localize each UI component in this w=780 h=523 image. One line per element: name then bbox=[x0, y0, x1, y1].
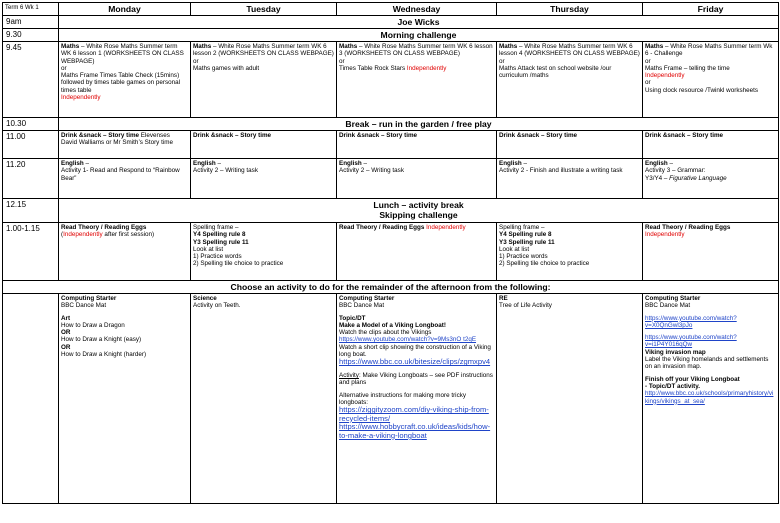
english-wednesday bbox=[337, 159, 497, 199]
afternoon-mon-l1[interactable]: How to Draw a Dragon bbox=[61, 321, 125, 329]
spelling-tue-p1: 1) Practice words bbox=[193, 253, 242, 261]
spelling-thu-look: Look at list bbox=[499, 245, 530, 253]
time-930: 9.30 bbox=[3, 29, 59, 42]
afternoon-tuesday bbox=[191, 294, 337, 504]
afternoon-fri-finish: Finish off your Viking Longboat bbox=[645, 375, 740, 383]
snack-mon-elevenses: Elevenses bbox=[139, 132, 170, 139]
spelling-tue-look: Look at list bbox=[193, 245, 224, 253]
afternoon-wed-make: Make a Model of a Viking Longboat! bbox=[339, 321, 446, 329]
maths-fri-title: Maths bbox=[645, 43, 664, 50]
time-1100: 11.00 bbox=[3, 131, 59, 159]
snack-tuesday bbox=[191, 131, 337, 159]
afternoon-wed-watch2: Watch a short clip showing the construction of a Viking long boat. bbox=[339, 343, 491, 359]
english-mon-title: English bbox=[61, 160, 84, 167]
english-tue-text: Activity 2 – Writing task bbox=[193, 167, 258, 175]
reading-friday bbox=[643, 223, 779, 281]
reading-wed-independently: Independently bbox=[424, 224, 466, 231]
spelling-tuesday bbox=[191, 223, 337, 281]
afternoon-wed-activity-text: : Make Viking Longboats – see PDF instructions and plans bbox=[339, 371, 493, 387]
afternoon-wed-sub: BBC Dance Mat bbox=[339, 302, 385, 310]
reading-wed-title: Read Theory / Reading Eggs bbox=[339, 224, 425, 231]
spelling-tue-p2: 2) Spelling tile choice to practice bbox=[193, 260, 284, 268]
maths-wed-text: – White Rose Maths Summer term WK 6 lesson 3 (WORKSHEETS ON CLASS WEBPAGE) bbox=[339, 43, 493, 58]
afternoon-fri-map-title: Viking invasion map bbox=[645, 348, 706, 356]
english-tuesday bbox=[191, 159, 337, 199]
time-1120: 11.20 bbox=[3, 159, 59, 199]
afternoon-fri-topic: - Topic/DT activity. bbox=[645, 382, 701, 390]
maths-wed-title: Maths bbox=[339, 43, 358, 50]
english-mon-text: Activity 1- Read and Respond to “Rainbow Bear” bbox=[61, 167, 180, 182]
spelling-thursday bbox=[497, 223, 643, 281]
day-monday: Monday bbox=[59, 3, 191, 16]
day-friday: Friday bbox=[643, 3, 779, 16]
afternoon-tue-title: Science bbox=[193, 295, 217, 302]
maths-fri-independently: Independently bbox=[645, 72, 685, 80]
term-week-label: Term 6 Wk 1 bbox=[3, 3, 59, 16]
maths-friday bbox=[643, 42, 779, 118]
morning-challenge-banner: Morning challenge bbox=[59, 29, 779, 42]
afternoon-wed-title: Computing Starter bbox=[339, 295, 395, 302]
snack-tue-title: Drink &snack – Story time bbox=[193, 132, 272, 139]
row-lunch bbox=[3, 199, 779, 223]
maths-fri-or2: or bbox=[645, 79, 651, 87]
maths-thu-or: or bbox=[499, 57, 505, 65]
header-row bbox=[3, 3, 779, 16]
english-tue-dash: – bbox=[215, 160, 222, 167]
time-1030: 10.30 bbox=[3, 118, 59, 131]
afternoon-friday bbox=[643, 294, 779, 504]
maths-tue-alt: Maths games with adult bbox=[193, 64, 260, 72]
maths-fri-alt2: Using clock resource /Twinkl worksheets bbox=[645, 86, 759, 94]
english-wed-dash: – bbox=[361, 160, 368, 167]
maths-tuesday bbox=[191, 42, 337, 118]
english-fri-title: English bbox=[645, 160, 668, 167]
afternoon-mon-or2: OR bbox=[61, 343, 71, 351]
break-banner: Break – run in the garden / free play bbox=[59, 118, 779, 131]
maths-mon-independently: Independently bbox=[61, 94, 101, 102]
english-wed-title: English bbox=[339, 160, 362, 167]
choose-activity-banner: Choose an activity to do for the remainder of the afternoon from the following: bbox=[3, 281, 779, 294]
time-100: 1.00-1.15 bbox=[3, 223, 59, 281]
reading-mon-rest: after first session) bbox=[102, 231, 155, 239]
snack-wed-title: Drink &snack – Story time bbox=[339, 132, 418, 139]
maths-fri-or1: or bbox=[645, 57, 651, 65]
maths-mon-alt: Maths Frame Times Table Check (15mins) followed by times table games on personal times table bbox=[61, 72, 181, 94]
timetable bbox=[2, 2, 779, 504]
afternoon-wed-link4[interactable]: https://www.hobbycraft.co.uk/ideas/kids/how-to-make-a-viking-longboat bbox=[339, 422, 491, 440]
reading-mon-independently: Independently bbox=[63, 231, 103, 239]
lunch-text: Lunch – activity break bbox=[373, 200, 464, 210]
row-english bbox=[3, 159, 779, 199]
afternoon-mon-or1: OR bbox=[61, 329, 71, 337]
reading-monday bbox=[59, 223, 191, 281]
day-tuesday: Tuesday bbox=[191, 3, 337, 16]
skipping-text: Skipping challenge bbox=[379, 210, 458, 220]
afternoon-mon-title: Computing Starter bbox=[61, 295, 117, 302]
afternoon-tue-text: Activity on Teeth. bbox=[193, 302, 241, 310]
row-afternoon bbox=[3, 294, 779, 504]
maths-fri-alt1: Maths Frame – telling the time bbox=[645, 64, 730, 72]
reading-wednesday bbox=[337, 223, 497, 281]
afternoon-thu-title: RE bbox=[499, 295, 508, 302]
afternoon-fri-sub: BBC Dance Mat bbox=[645, 302, 691, 310]
maths-fri-text: – White Rose Maths Summer term Wk 6 - Challenge bbox=[645, 43, 773, 58]
afternoon-wed-topic: Topic/DT bbox=[339, 314, 366, 322]
spelling-thu-y4: Y4 Spelling rule 8 bbox=[499, 231, 552, 239]
english-fri-topic: Figurative Language bbox=[669, 174, 727, 182]
afternoon-fri-link3[interactable]: http://www.bbc.co.uk/schools/primaryhistory/vikings/vikings_at_sea/ bbox=[645, 390, 774, 405]
day-wednesday: Wednesday bbox=[337, 3, 497, 16]
maths-wed-independently: Independently bbox=[406, 64, 447, 72]
afternoon-monday bbox=[59, 294, 191, 504]
reading-mon-title: Read Theory / Reading Eggs bbox=[61, 224, 147, 231]
maths-mon-or: or bbox=[61, 64, 67, 72]
english-fri-dash: – bbox=[667, 160, 674, 167]
snack-friday bbox=[643, 131, 779, 159]
english-thu-dash: – bbox=[521, 160, 528, 167]
afternoon-mon-art: Art bbox=[61, 314, 71, 322]
maths-wed-or: or bbox=[339, 57, 345, 65]
english-thu-text: Activity 2 - Finish and illustrate a writing task bbox=[499, 167, 623, 175]
snack-mon-title: Drink &snack – Story time bbox=[61, 132, 140, 139]
snack-mon-text: David Walliams or Mr Smith’s Story time bbox=[61, 139, 173, 147]
afternoon-mon-sub: BBC Dance Mat bbox=[61, 302, 107, 310]
spelling-tue-y4: Y4 Spelling rule 8 bbox=[193, 231, 246, 239]
spelling-thu-title: Spelling frame – bbox=[499, 224, 545, 231]
english-monday bbox=[59, 159, 191, 199]
maths-tue-title: Maths bbox=[193, 43, 212, 50]
time-9am: 9am bbox=[3, 16, 59, 29]
maths-thursday bbox=[497, 42, 643, 118]
afternoon-thursday bbox=[497, 294, 643, 504]
english-thu-title: English bbox=[499, 160, 522, 167]
afternoon-mon-l2[interactable]: How to Draw a Knight (easy) bbox=[61, 336, 142, 344]
afternoon-fri-map-text: Label the Viking homelands and settlements on an invasion map. bbox=[645, 356, 769, 371]
reading-fri-title: Read Theory / Reading Eggs bbox=[645, 224, 731, 231]
spelling-tue-title: Spelling frame – bbox=[193, 224, 239, 231]
day-thursday: Thursday bbox=[497, 3, 643, 16]
row-maths bbox=[3, 42, 779, 118]
spelling-thu-y3: Y3 Spelling rule 11 bbox=[499, 238, 555, 246]
english-fri-activity: Activity 3 – Grammar: bbox=[645, 167, 706, 175]
maths-tue-or: or bbox=[193, 57, 199, 65]
reading-mon-paren: ( bbox=[61, 231, 64, 239]
afternoon-fri-link2[interactable]: https://www.youtube.com/watch?v=i1P4Y016qQw bbox=[645, 334, 737, 349]
row-reading bbox=[3, 223, 779, 281]
afternoon-wed-link2[interactable]: https://www.bbc.co.uk/bitesize/clips/zgmxpv4 bbox=[339, 357, 491, 367]
afternoon-wed-link3[interactable]: https://ziggityzoom.com/diy-viking-ship-from-recycled-items/ bbox=[339, 405, 489, 423]
maths-wednesday bbox=[337, 42, 497, 118]
afternoon-wed-alt: Alternative instructions for making more tricky longboats: bbox=[339, 391, 467, 406]
maths-thu-alt: Maths Attack test on school website /our curriculum /maths bbox=[499, 64, 612, 80]
maths-mon-title: Maths bbox=[61, 43, 80, 50]
maths-mon-text: – White Rose Maths Summer term WK 6 lesson 1 (WORKSHEETS ON CLASS WEBPAGE) bbox=[61, 43, 184, 65]
maths-wed-alt: Times Table Rock Stars bbox=[339, 64, 407, 72]
snack-wednesday bbox=[337, 131, 497, 159]
afternoon-wed-activity-label: Activity bbox=[339, 371, 359, 379]
maths-monday bbox=[59, 42, 191, 118]
english-fri-year: Y3/Y4 – bbox=[645, 174, 670, 182]
joe-wicks-banner: Joe Wicks bbox=[59, 16, 779, 29]
maths-tue-text: – White Rose Maths Summer term WK 6 lesson 2 (WORKSHEETS ON CLASS WEBPAGE) bbox=[193, 43, 334, 58]
spelling-thu-p2: 2) Spelling tile choice to practice bbox=[499, 260, 590, 268]
maths-thu-text: – White Rose Maths Summer term WK 6 lesson 4 (WORKSHEETS ON CLASS WEBPAGE) bbox=[499, 43, 640, 58]
lunch-banner bbox=[59, 199, 779, 223]
row-930 bbox=[3, 29, 779, 42]
row-choose bbox=[3, 281, 779, 294]
time-945: 9.45 bbox=[3, 42, 59, 118]
afternoon-wed-watch: Watch the clips about the Vikings bbox=[339, 329, 432, 337]
spelling-tue-y3: Y3 Spelling rule 11 bbox=[193, 238, 249, 246]
english-friday bbox=[643, 159, 779, 199]
afternoon-wednesday bbox=[337, 294, 497, 504]
row-9am bbox=[3, 16, 779, 29]
afternoon-thu-text: Tree of Life Activity bbox=[499, 302, 552, 310]
snack-monday bbox=[59, 131, 191, 159]
english-tue-title: English bbox=[193, 160, 216, 167]
afternoon-fri-link1[interactable]: https://www.youtube.com/watch?v=X0QnGwl3pJo bbox=[645, 314, 737, 329]
row-snack bbox=[3, 131, 779, 159]
english-thursday bbox=[497, 159, 643, 199]
spelling-thu-p1: 1) Practice words bbox=[499, 253, 548, 261]
afternoon-fri-title: Computing Starter bbox=[645, 295, 701, 302]
afternoon-time-empty bbox=[3, 294, 59, 504]
afternoon-wed-link1[interactable]: https://www.youtube.com/watch?v=9Ms3nO t2qE bbox=[339, 336, 477, 344]
snack-thursday bbox=[497, 131, 643, 159]
snack-thu-title: Drink &snack – Story time bbox=[499, 132, 578, 139]
snack-fri-title: Drink &snack – Story time bbox=[645, 132, 724, 139]
maths-thu-title: Maths bbox=[499, 43, 518, 50]
english-mon-dash: – bbox=[83, 160, 90, 167]
row-break bbox=[3, 118, 779, 131]
time-1215: 12.15 bbox=[3, 199, 59, 223]
english-wed-text: Activity 2 – Writing task bbox=[339, 167, 404, 175]
afternoon-mon-l3[interactable]: How to Draw a Knight (harder) bbox=[61, 351, 147, 359]
reading-fri-independently: Independently bbox=[645, 231, 685, 239]
